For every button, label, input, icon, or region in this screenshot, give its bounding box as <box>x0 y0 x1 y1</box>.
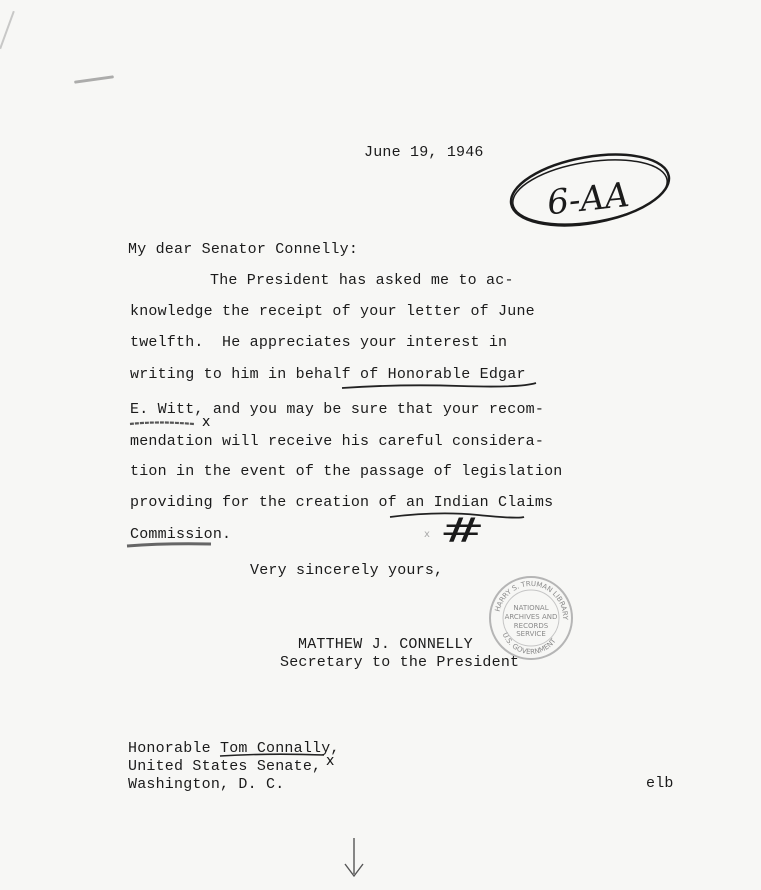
down-arrow-icon <box>340 836 370 882</box>
body-line: Commission. <box>130 526 232 543</box>
body-line: twelfth. He appreciates your interest in <box>130 334 508 351</box>
stamp-ring-bottom: U.S. GOVERNMENT <box>500 631 558 657</box>
underline-witt <box>128 418 198 430</box>
letter-date: June 19, 1946 <box>364 144 484 161</box>
stamp-line: SERVICE <box>516 630 546 638</box>
body-line: mendation will receive his careful considera- <box>130 433 545 450</box>
stamp-line: RECORDS <box>513 622 549 630</box>
signer-name: MATTHEW J. CONNELLY <box>298 636 473 653</box>
x-mark: x <box>202 414 211 430</box>
hash-annotation: # <box>439 511 486 551</box>
body-line: writing to him in behalf of Honorable Edgar <box>130 366 526 383</box>
paper-edge-mark <box>0 11 15 49</box>
body-line: knowledge the receipt of your letter of June <box>130 303 535 320</box>
x-mark: x <box>424 529 431 540</box>
paper-mark <box>74 75 114 84</box>
closing: Very sincerely yours, <box>250 562 444 579</box>
signer-title: Secretary to the President <box>280 654 520 671</box>
file-code-text: 6-AA <box>545 175 632 224</box>
stamp-line: NATIONAL <box>513 604 549 612</box>
x-mark: x <box>326 753 335 769</box>
typist-initials: elb <box>646 775 674 792</box>
recipient-line: United States Senate, <box>128 758 322 775</box>
stamp-ring-top: HARRY S. TRUMAN LIBRARY <box>493 579 570 620</box>
body-line: providing for the creation of an Indian Claims <box>130 494 554 511</box>
body-line: tion in the event of the passage of legislation <box>130 463 563 480</box>
body-line: The President has asked me to ac- <box>210 272 514 289</box>
stamp-line: ARCHIVES AND <box>504 613 558 621</box>
body-line: E. Witt, and you may be sure that your recom- <box>130 401 545 418</box>
underline-commission <box>125 540 215 552</box>
recipient-line: Washington, D. C. <box>128 776 285 793</box>
underline-honorable-edgar <box>340 380 540 394</box>
recipient-line: Honorable Tom Connally, <box>128 740 340 757</box>
file-code-annotation <box>505 148 675 238</box>
archives-stamp <box>487 574 575 662</box>
salutation: My dear Senator Connelly: <box>128 241 359 258</box>
